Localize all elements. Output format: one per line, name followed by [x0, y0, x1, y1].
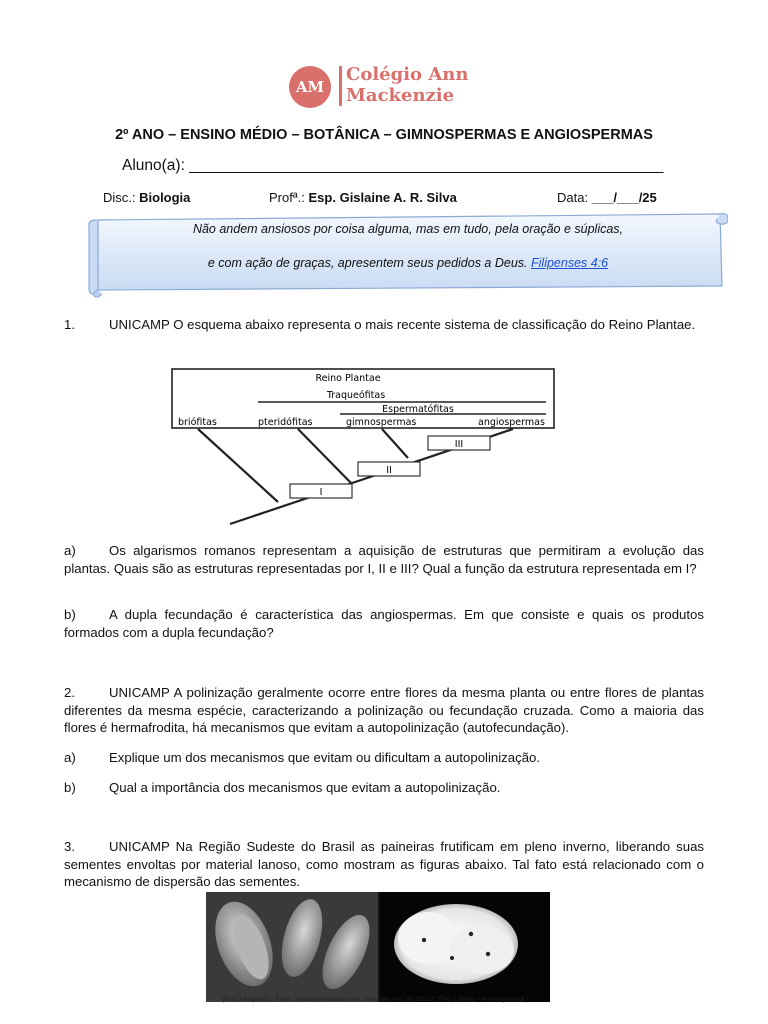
date-value: ___/___/25	[591, 190, 657, 205]
seed-2	[469, 932, 473, 936]
seed-1	[422, 938, 426, 942]
discipline	[103, 190, 190, 205]
question-1a	[64, 542, 704, 577]
teacher	[269, 190, 457, 205]
taxon-angiospermas: angiospermas	[478, 417, 545, 428]
label-traqueofitas: Traqueófitas	[326, 390, 386, 401]
label-espermatofitas: Espermatófitas	[382, 404, 454, 415]
plantae-cladogram	[168, 366, 560, 526]
question-2b-label: b)	[64, 780, 76, 795]
seed-4	[450, 956, 454, 960]
logo-divider	[339, 66, 342, 106]
taxon-briofitas: briófitas	[178, 417, 217, 428]
paineira-photos-drawing	[206, 892, 550, 1002]
question-2	[64, 684, 704, 737]
teacher-label: Profª.:	[269, 190, 305, 205]
school-logo-monogram: AM	[289, 66, 331, 108]
question-1b	[64, 606, 704, 641]
question-2a-text: Explique um dos mecanismos que evitam ou dificultam a autopolinização.	[109, 750, 541, 765]
branch-gimnospermas	[382, 429, 408, 458]
paineira-photos	[206, 892, 550, 1002]
student-label: Aluno(a):	[122, 157, 185, 174]
question-2a-label: a)	[64, 750, 76, 765]
cotton-lobe-2	[450, 926, 514, 974]
taxon-pteridofitas: pteridófitas	[258, 417, 313, 428]
box-I-label: I	[319, 487, 323, 498]
taxon-gimnospermas: gimnospermas	[346, 417, 417, 428]
verse-line-1: Não andem ansiosos por coisa alguma, mas em tudo, pela oração e súplicas,	[192, 222, 624, 236]
question-1-text: UNICAMP O esquema abaixo representa o mais recente sistema de classificação do Reino Plantae.	[109, 317, 696, 332]
cotton-lobe-1	[398, 912, 458, 964]
question-2a	[64, 749, 704, 767]
label-reino-plantae: Reino Plantae	[315, 373, 381, 384]
question-1-number: 1.	[64, 317, 75, 332]
logo-line-2: Mackenzie	[346, 85, 455, 106]
verse-line-2-text: e com ação de graças, apresentem seus pedidos a Deus.	[207, 256, 528, 270]
question-1	[64, 316, 704, 334]
discipline-label: Disc.:	[103, 190, 136, 205]
verse-line-2	[88, 256, 728, 270]
discipline-value: Biologia	[139, 190, 191, 205]
question-3-number: 3.	[64, 839, 75, 854]
branch-pteridofitas	[298, 429, 352, 484]
school-logo-name	[346, 64, 468, 106]
verse-reference-link[interactable]: Filipenses 4:6	[531, 256, 609, 270]
date-label: Data:	[557, 190, 589, 205]
question-1b-label: b)	[64, 607, 76, 622]
question-2-text: UNICAMP A polinização geralmente ocorre entre flores da mesma planta ou entre flores de plantas diferentes da mesma espécie, caracterizando a polinização ou fecundação cruzada. Como a maioria das flores é hermafrodita, há mecanismos que evitam a autopolinização (autofecundação).	[64, 685, 704, 735]
question-2b	[64, 779, 704, 797]
question-1a-label: a)	[64, 543, 76, 558]
logo-line-1: Colégio Ann	[346, 64, 469, 85]
student-blank: _______________________________________________________	[189, 157, 664, 174]
question-2b-text: Qual a importância dos mecanismos que evitam a autopolinização.	[109, 780, 501, 795]
box-III-label: III	[454, 439, 464, 450]
student-name-line	[122, 157, 663, 175]
question-1b-text: A dupla fecundação é característica das angiospermas. Em que consiste e quais os produtos formados com a dupla fecundação?	[64, 607, 704, 640]
page-title: 2º ANO – ENSINO MÉDIO – BOTÂNICA – GIMNOSPERMAS E ANGIOSPERMAS	[115, 127, 653, 143]
question-3	[64, 838, 704, 891]
photo-caption: (Foto à esquerda - Fonte: www.deverdecasa.com. Acessado em 19/12/2012. Foto à direita – Acervo pessoal.)	[222, 996, 529, 1003]
seed-3	[486, 952, 490, 956]
question-1a-text: Os algarismos romanos representam a aquisição de estruturas que permitiram a evolução das plantas. Quais são as estruturas representadas por I, II e III? Qual a função da estrutura representada em I?	[64, 543, 704, 576]
box-II-label: II	[386, 465, 392, 476]
date	[557, 190, 657, 205]
question-3-text: UNICAMP Na Região Sudeste do Brasil as paineiras frutificam em pleno inverno, liberando suas sementes envoltas por material lanoso, como mostram as figuras abaixo. Tal fato está relacionado com o mecanismo de dispersão das sementes.	[64, 839, 704, 889]
question-2-number: 2.	[64, 685, 75, 700]
branch-briofitas	[198, 429, 278, 502]
teacher-value: Esp. Gislaine A. R. Silva	[308, 190, 457, 205]
